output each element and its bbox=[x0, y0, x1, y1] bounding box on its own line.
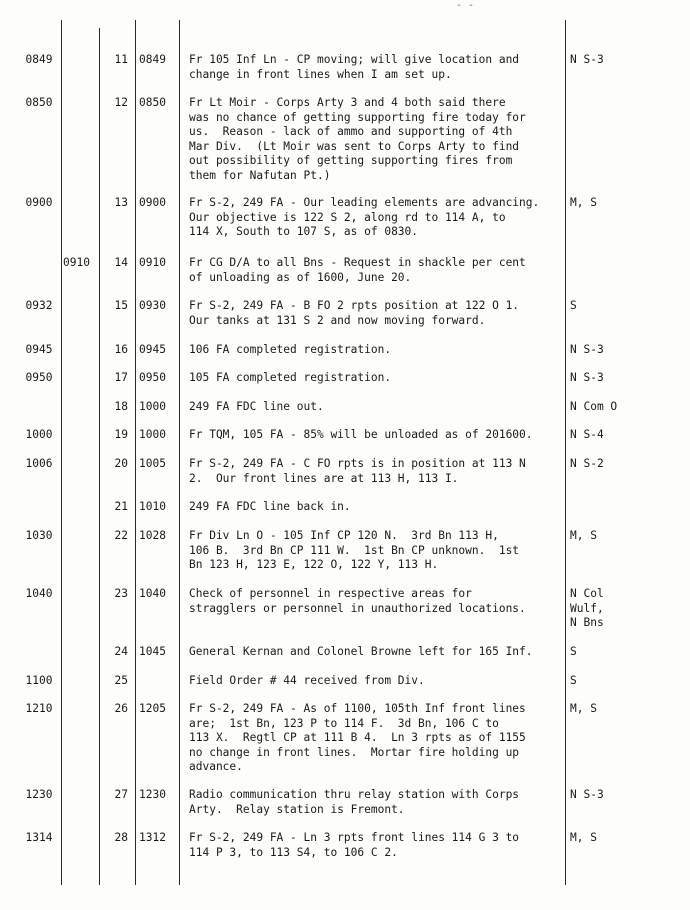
entry-serial: 19 bbox=[114, 428, 128, 441]
entry-serial: 11 bbox=[114, 53, 128, 66]
entry-action: M, S bbox=[570, 702, 597, 715]
entry-in-time: 1230 bbox=[139, 788, 166, 801]
entry-serial: 17 bbox=[114, 371, 128, 384]
entry-message: Radio communication thru relay station with Corps Arty. Relay station is Fremont. bbox=[189, 788, 520, 816]
entry-in-time: 1005 bbox=[139, 457, 166, 470]
entry-time: 0932 bbox=[25, 299, 53, 312]
entry-action: S bbox=[570, 299, 577, 312]
entry-in-time: 1000 bbox=[139, 428, 166, 441]
entry-action: N S-4 bbox=[570, 428, 604, 441]
entry-time: 0849 bbox=[25, 53, 53, 66]
entry-action: N S-3 bbox=[570, 371, 604, 384]
entry-serial: 28 bbox=[114, 831, 128, 844]
entry-action: N Col Wulf, N Bns bbox=[570, 587, 604, 629]
entry-in-time: 1312 bbox=[139, 831, 166, 844]
entry-serial: 21 bbox=[114, 500, 128, 513]
entry-message: Fr Lt Moir - Corps Arty 3 and 4 both said there was no chance of getting supporting fire today for us. Reason - lack of ammo and supporting of 4th Mar Div. (Lt Moir was sent to Corps Arty to find out possibility of getting supporting fires from them for Nafutan Pt.) bbox=[189, 96, 526, 182]
entry-action: N S-3 bbox=[570, 53, 604, 66]
entry-message: Fr S-2, 249 FA - As of 1100, 105th Inf front lines are; 1st Bn, 123 P to 114 F. 3d Bn, 106 C to 113 X. Regtl CP at 111 B 4. Ln 3 rpts as of 1155 no change in front lines. Mortar fire holding up advance. bbox=[189, 702, 526, 773]
entry-action: M, S bbox=[570, 196, 597, 209]
entry-in-time: 0950 bbox=[139, 371, 166, 384]
entry-serial: 24 bbox=[114, 645, 128, 658]
entry-in-time: 1045 bbox=[139, 645, 166, 658]
entry-message: 249 FA FDC line out. bbox=[189, 400, 324, 413]
entry-in-time: 0900 bbox=[139, 196, 166, 209]
entry-message: Fr TQM, 105 FA - 85% will be unloaded as of 201600. bbox=[189, 428, 533, 441]
entry-message: Fr S-2, 249 FA - Our leading elements are advancing. Our objective is 122 S 2, along rd to 114 A, to 114 X, South to 107 S, as of 0830. bbox=[189, 196, 540, 238]
entry-action: N S-2 bbox=[570, 457, 604, 470]
entry-serial: 26 bbox=[114, 702, 128, 715]
column-divider-1 bbox=[61, 20, 62, 885]
entry-message: 105 FA completed registration. bbox=[189, 371, 392, 384]
entry-time: 0945 bbox=[25, 343, 53, 356]
entry-serial: 13 bbox=[114, 196, 128, 209]
entry-message: Check of personnel in respective areas for stragglers or personnel in unauthorized locations. bbox=[189, 587, 526, 615]
entry-in-time: 0945 bbox=[139, 343, 166, 356]
column-divider-4 bbox=[179, 20, 180, 885]
entry-time: 0900 bbox=[25, 196, 53, 209]
header-mark: - - bbox=[456, 0, 475, 11]
entry-message: Fr Div Ln O - 105 Inf CP 120 N. 3rd Bn 113 H, 106 B. 3rd Bn CP 111 W. 1st Bn CP unknown. 1st Bn 123 H, 123 E, 122 O, 122 Y, 113 H. bbox=[189, 529, 520, 571]
entry-message: Field Order # 44 received from Div. bbox=[189, 674, 425, 687]
entry-in-time: 1028 bbox=[139, 529, 166, 542]
entry-message: 106 FA completed registration. bbox=[189, 343, 392, 356]
entry-in-time: 0849 bbox=[139, 53, 166, 66]
entry-time: 1006 bbox=[25, 457, 53, 470]
entry-time: 1040 bbox=[25, 587, 53, 600]
entry-in-time: 1000 bbox=[139, 400, 166, 413]
entry-serial: 20 bbox=[114, 457, 128, 470]
entry-message: Fr S-2, 249 FA - C FO rpts is in position at 113 N 2. Our front lines are at 113 H, 113 I. bbox=[189, 457, 526, 485]
entry-in-time: 1010 bbox=[139, 500, 166, 513]
entry-serial: 25 bbox=[114, 674, 128, 687]
entry-message: 249 FA FDC line back in. bbox=[189, 500, 351, 513]
entry-in-time: 1205 bbox=[139, 702, 166, 715]
entry-time: 1100 bbox=[25, 674, 53, 687]
entry-message: General Kernan and Colonel Browne left for 165 Inf. bbox=[189, 645, 533, 658]
column-divider-3 bbox=[135, 20, 136, 885]
entry-time: 0950 bbox=[25, 371, 53, 384]
entry-serial: 16 bbox=[114, 343, 128, 356]
entry-in-time: 0910 bbox=[139, 256, 166, 269]
entry-time-alt: 0910 bbox=[63, 256, 90, 269]
entry-serial: 18 bbox=[114, 400, 128, 413]
entry-time: 1000 bbox=[25, 428, 53, 441]
entry-in-time: 1040 bbox=[139, 587, 166, 600]
entry-time: 0850 bbox=[25, 96, 53, 109]
entry-message: Fr 105 Inf Ln - CP moving; will give location and change in front lines when I am set up. bbox=[189, 53, 520, 81]
column-divider-5 bbox=[565, 20, 566, 885]
entry-action: M, S bbox=[570, 831, 597, 844]
entry-action: N S-3 bbox=[570, 343, 604, 356]
entry-in-time: 0930 bbox=[139, 299, 166, 312]
entry-serial: 14 bbox=[114, 256, 128, 269]
entry-serial: 23 bbox=[114, 587, 128, 600]
entry-serial: 12 bbox=[114, 96, 128, 109]
entry-serial: 27 bbox=[114, 788, 128, 801]
entry-time: 1030 bbox=[25, 529, 53, 542]
entry-serial: 15 bbox=[114, 299, 128, 312]
entry-action: N Com O bbox=[570, 400, 618, 413]
entry-action: N S-3 bbox=[570, 788, 604, 801]
entry-in-time: 0850 bbox=[139, 96, 166, 109]
entry-message: Fr CG D/A to all Bns - Request in shackle per cent of unloading as of 1600, June 20. bbox=[189, 256, 526, 284]
entry-time: 1314 bbox=[25, 831, 53, 844]
entry-serial: 22 bbox=[114, 529, 128, 542]
entry-message: Fr S-2, 249 FA - Ln 3 rpts front lines 114 G 3 to 114 P 3, to 113 S4, to 106 C 2. bbox=[189, 831, 520, 859]
entry-time: 1230 bbox=[25, 788, 53, 801]
entry-time: 1210 bbox=[25, 702, 53, 715]
entry-action: M, S bbox=[570, 529, 597, 542]
entry-message: Fr S-2, 249 FA - B FO 2 rpts position at 122 O 1. Our tanks at 131 S 2 and now moving forward. bbox=[189, 299, 520, 327]
entry-action: S bbox=[570, 674, 577, 687]
entry-action: S bbox=[570, 645, 577, 658]
